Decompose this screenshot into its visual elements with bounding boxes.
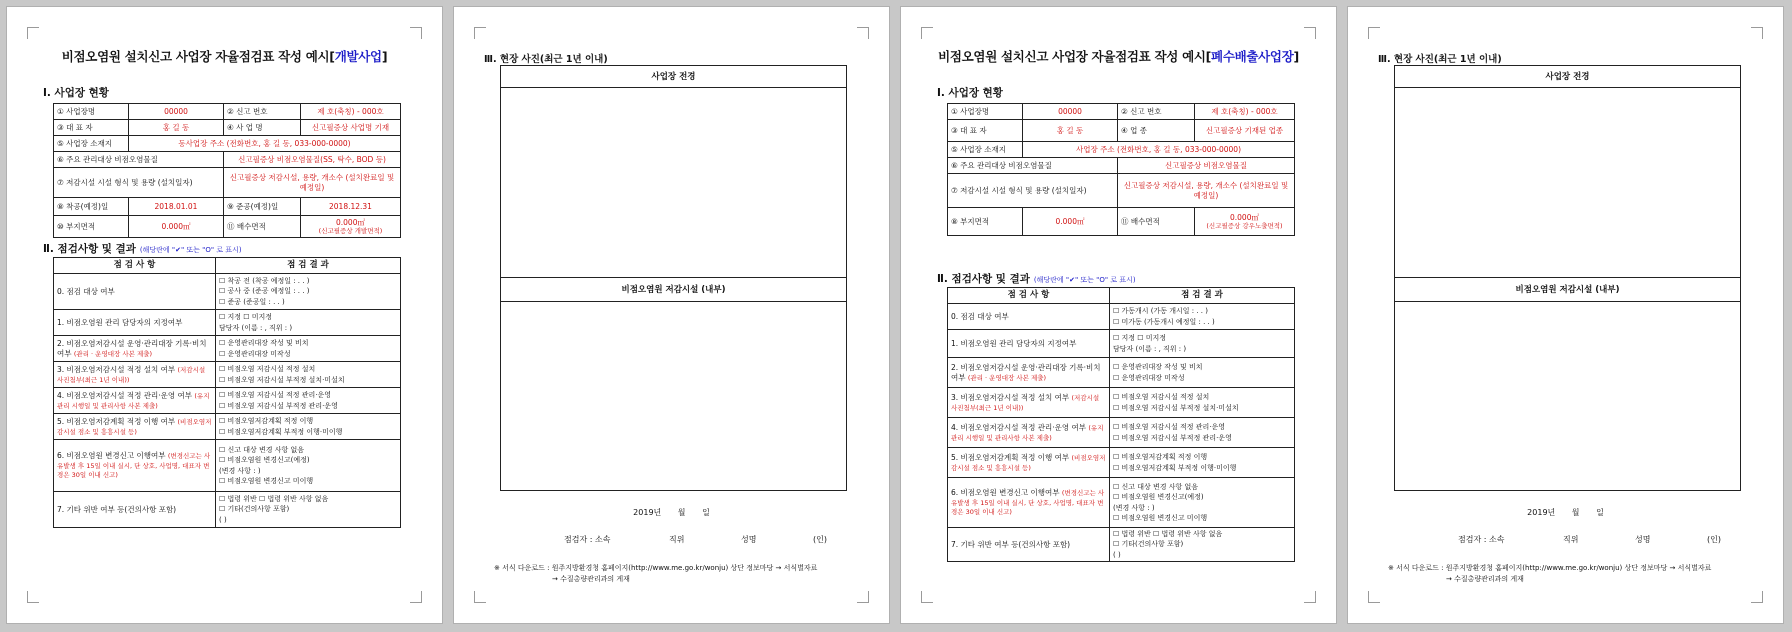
checkbox-option[interactable]: ☐ 비점오염원 변경신고 미이행 [219,476,314,485]
check-item-text: 6. 비점오염원 변경신고 이행여부 [57,451,166,461]
section-heading: Ⅰ. 사업장 현황 [43,87,109,99]
check-result [1110,388,1295,418]
change-field[interactable]: (변경 사항 : ) [219,466,261,475]
section-heading-text: Ⅱ. 점검사항 및 결과 [43,243,136,255]
page-title [7,47,442,65]
label-cell: ⑨ 준공(예정)일 [224,198,301,216]
document-page-2 [453,6,890,624]
section-heading: Ⅲ. 현장 사진(최근 1년 이내) [484,54,608,65]
value-line: (신고필증상 강우노출면적) [1206,222,1283,231]
signature-label: 성명 [1635,535,1651,544]
checkbox-option[interactable]: ☐ 기타(건의사항 포함) [1113,540,1184,549]
crop-mark [410,27,422,39]
label-cell: ③ 대 표 자 [948,120,1023,142]
value-cell: 홍 길 동 [1023,120,1118,142]
document-page-4 [1347,6,1784,624]
value-cell: 2018.01.01 [129,198,224,216]
document-page-1 [6,6,443,624]
signature-label: 직위 [1563,535,1579,544]
crop-mark [1751,591,1763,603]
crop-mark [921,591,933,603]
label-cell: ③ 대 표 자 [54,120,129,136]
title-text: ] [1293,49,1299,64]
label-cell: ① 사업장명 [948,104,1023,120]
footnote-line: → 수질총량관리과의 게재 [552,575,630,584]
check-item: 7. 기타 위반 여부 등(건의사항 포함) [948,528,1110,562]
check-item [948,448,1110,478]
column-header: 점 검 결 과 [1110,288,1295,304]
checkbox-option[interactable]: ☐ 미가동 (가동개시 예정일 : . . ) [1113,317,1215,326]
check-item-text: 2. 비점오염저감시설 운영·관리대장 기록·비치 여부 [951,363,1101,382]
checkbox-option[interactable]: ☐ 비점오염저감계획 부적정 이행·미이행 [1113,463,1237,472]
value-line: 0.000㎡ [1230,212,1259,222]
checkbox-option[interactable]: ☐ 준공 (준공일 : . . ) [219,297,285,306]
check-result [216,336,401,362]
checkbox-option[interactable]: ☐ 비점오염원 변경신고(예정) [219,456,310,465]
crop-mark [27,27,39,39]
manager-field[interactable]: 담당자 (이름 : , 직위 : ) [219,323,293,332]
check-item-note: (변경신고는 사유발생 후 15일 이내 실시, 단 상호, 사업명, 대표자 변경은 30일 이내 신고) [951,489,1105,517]
checkbox-option[interactable]: ☐ 비점오염 저감시설 부적정 설치·미설치 [219,375,345,384]
crop-mark [1368,27,1380,39]
checkbox-option[interactable]: ☐ 비점오염 저감시설 부적정 설치·미설치 [1113,403,1239,412]
label-cell: ⑥ 주요 관리대상 비점오염물질 [948,158,1118,174]
label-cell: ④ 업 종 [1118,120,1195,142]
value-cell: 00000 [1023,104,1118,120]
signature-label: 점검자 : 소속 [1458,535,1505,544]
title-accent: 개발사업 [334,49,382,64]
checkbox-option[interactable]: ☐ 비점오염 저감시설 적정 설치 [219,365,316,374]
value-cell: 신고필증상 비점오염물질 [1118,158,1295,174]
checkbox-option[interactable]: ☐ 공사 중 (준공 예정일 : . . ) [219,287,310,296]
section-heading: Ⅲ. 현장 사진(최근 1년 이내) [1378,54,1502,65]
value-cell: 신고필증상 사업명 기재 [301,120,401,136]
label-cell: ⑩ 부지면적 [54,216,129,238]
label-cell: ⑧ 착공(예정)일 [54,198,129,216]
check-result [1110,358,1295,388]
photo-table [1394,65,1741,491]
check-item [948,418,1110,448]
value-cell [301,216,401,238]
checkbox-option[interactable]: ☐ 비점오염 저감시설 적정 관리·운영 [219,391,332,400]
check-item [54,362,216,388]
label-cell: ① 사업장명 [54,104,129,120]
photo-area[interactable] [501,88,846,278]
check-item-note: (유지관리 시행일 및 관리사항 사본 제출) [951,424,1104,442]
label-cell: ⑪ 배수면적 [1118,208,1195,236]
crop-mark [474,27,486,39]
section-note: (해당란에 "✔" 또는 "O" 로 표시) [139,246,242,254]
checkbox-option[interactable]: ☐ 비점오염저감계획 부적정 이행·미이행 [219,427,343,436]
label-cell: ⑪ 배수면적 [224,216,301,238]
signature-line [564,534,864,545]
checkbox-option[interactable]: ☐ 착공 전 (착공 예정일 : . . ) [219,277,310,286]
check-result [216,414,401,440]
check-item-text: 5. 비점오염저감계획 적정 이행 여부 [951,453,1070,463]
footnote-line: → 수질총량관리과의 게재 [1446,575,1524,584]
check-item [948,478,1110,528]
value-cell: 00000 [129,104,224,120]
signature-line [1458,534,1758,545]
crop-mark [1304,591,1316,603]
crop-mark [1304,27,1316,39]
inspection-table [53,257,401,528]
checkbox-option[interactable]: ☐ 기타(건의사항 포함) [219,505,290,514]
photo-area[interactable] [1395,88,1740,278]
footnote-line: ※ 서식 다운로드 : 원주지방환경청 홈페이지(http://www.me.go.kr/wonju) 상단 정보마당 → 서식별자료 [1388,564,1712,572]
value-cell: 신고필증상 비점오염물질(SS, 탁수, BOD 등) [224,152,401,168]
signature-label: (인) [813,535,827,544]
site-status-table [947,103,1295,236]
value-line: 0.000㎡ [336,217,365,227]
check-item-note: (관리 · 운영대장 사본 제출) [967,373,1047,382]
check-result [216,388,401,414]
value-cell: 0.000㎡ [129,216,224,238]
label-cell: ⑤ 사업장 소재지 [948,142,1023,158]
title-text: 비점오염원 설치신고 사업장 자율점검표 작성 예시[ [938,49,1212,64]
crop-mark [410,591,422,603]
check-result [216,440,401,492]
check-result [1110,448,1295,478]
check-result [216,362,401,388]
value-cell: 2018.12.31 [301,198,401,216]
change-field[interactable]: (변경 사항 : ) [1113,503,1155,512]
label-cell: ⑥ 주요 관리대상 비점오염물질 [54,152,224,168]
checkbox-option[interactable]: ☐ 운영관리대장 미작성 [1113,373,1185,382]
footnote [1388,563,1748,585]
crop-mark [1368,591,1380,603]
check-item-note: (저감시설 사진첨부(최근 1년 이내)) [57,366,206,384]
checkbox-option[interactable]: ☐ 지정 ☐ 미지정 [1113,334,1167,343]
check-result [1110,418,1295,448]
check-result [1110,478,1295,528]
check-item [948,388,1110,418]
checkbox-option[interactable]: ☐ 운영관리대장 작성 및 비치 [219,339,309,348]
check-item [54,414,216,440]
title-text: 비점오염원 설치신고 사업장 자율점검표 작성 예시[ [61,49,335,64]
crop-mark [474,591,486,603]
checkbox-option[interactable]: ☐ 비점오염 저감시설 부적정 관리·운영 [219,401,338,410]
label-cell: ② 신고 번호 [224,104,301,120]
signature-label: 직위 [669,535,685,544]
date-line: 2019년 월 일 [633,508,710,517]
label-cell: ⑧ 부지면적 [948,208,1023,236]
check-item [54,388,216,414]
check-item [54,440,216,492]
label-cell: ② 신고 번호 [1118,104,1195,120]
check-item-note: (저감시설 사진첨부(최근 1년 이내)) [951,394,1100,412]
checkbox-option[interactable]: ☐ 비점오염 저감시설 부적정 관리·운영 [1113,433,1232,442]
checkbox-option[interactable]: ☐ 비점오염 저감시설 적정 설치 [1113,393,1210,402]
check-result [1110,304,1295,330]
checkbox-option[interactable]: ☐ 신고 대상 변경 사항 없음 [219,446,305,455]
comment-field[interactable]: ( ) [1113,550,1121,559]
section-heading-text: Ⅱ. 점검사항 및 결과 [937,273,1030,285]
label-cell: ④ 사 업 명 [224,120,301,136]
check-item: 0. 점검 대상 여부 [948,304,1110,330]
label-cell: ⑤ 사업장 소재지 [54,136,129,152]
check-item: 1. 비점오염원 관리 담당자의 지정여부 [948,330,1110,358]
photo-header: 비점오염원 저감시설 (내부) [1395,278,1740,302]
check-item-text: 5. 비점오염저감계획 적정 이행 여부 [57,417,176,427]
title-text: ] [381,49,388,64]
section-heading [43,241,242,256]
document-page-3 [900,6,1337,624]
check-item-text: 3. 비점오염저감시설 적정 설치 여부 [57,365,176,375]
check-item [54,336,216,362]
checkbox-option[interactable]: ☐ 비점오염저감계획 적정 이행 [219,417,314,426]
checkbox-option[interactable]: ☐ 비점오염원 변경신고 미이행 [1113,513,1208,522]
column-header: 점 검 사 항 [948,288,1110,304]
value-cell [1195,208,1295,236]
section-heading: Ⅰ. 사업장 현황 [937,87,1003,99]
check-result [216,492,401,528]
checkbox-option[interactable]: ☐ 비점오염원 변경신고(예정) [1113,493,1204,502]
check-result [216,310,401,336]
column-header: 점 검 사 항 [54,258,216,274]
checkbox-option[interactable]: ☐ 운영관리대장 미작성 [219,349,291,358]
checkbox-option[interactable]: ☐ 법령 위반 ☐ 법령 위반 사항 없음 [1113,530,1223,539]
checkbox-option[interactable]: ☐ 비점오염저감계획 적정 이행 [1113,453,1208,462]
signature-label: 점검자 : 소속 [564,535,611,544]
date-line: 2019년 월 일 [1527,508,1604,517]
checkbox-option[interactable]: ☐ 운영관리대장 작성 및 비치 [1113,363,1203,372]
inspection-table [947,287,1295,562]
value-cell: 0.000㎡ [1023,208,1118,236]
crop-mark [857,591,869,603]
check-result [1110,528,1295,562]
check-item-note: (관리 · 운영대장 사본 제출) [73,349,153,358]
column-header: 점 검 결 과 [216,258,401,274]
section-heading [937,271,1136,286]
site-status-table [53,103,401,238]
check-item-note: (변경신고는 사유발생 후 15일 이내 실시, 단 상호, 사업명, 대표자 변경은 30일 이내 신고) [57,452,211,480]
value-cell: 신고필증상 기재된 업종 [1195,120,1295,142]
footnote-line: ※ 서식 다운로드 : 원주지방환경청 홈페이지(http://www.me.go.kr/wonju) 상단 정보마당 → 서식별자료 [494,564,818,572]
check-item: 7. 기타 위반 여부 등(건의사항 포함) [54,492,216,528]
value-cell: 제 호(축칭) - 000호 [301,104,401,120]
value-cell: 신고필증상 저감시설, 용량, 개소수 (설치완료일 및 예정일) [224,168,401,198]
check-item [948,358,1110,388]
value-cell: 홍 길 동 [129,120,224,136]
check-result [216,274,401,310]
crop-mark [921,27,933,39]
signature-label: (인) [1707,535,1721,544]
checkbox-option[interactable]: ☐ 신고 대상 변경 사항 없음 [1113,483,1199,492]
check-result [1110,330,1295,358]
manager-field[interactable]: 담당자 (이름 : , 직위 : ) [1113,344,1187,353]
photo-table [500,65,847,491]
check-item: 1. 비점오염원 관리 담당자의 지정여부 [54,310,216,336]
check-item-note: (유지관리 시행일 및 관리사항 사본 제출) [57,392,210,410]
checkbox-option[interactable]: ☐ 가동개시 (가동 개시일 : . . ) [1113,307,1208,316]
photo-header: 비점오염원 저감시설 (내부) [501,278,846,302]
comment-field[interactable]: ( ) [219,515,227,524]
checkbox-option[interactable]: ☐ 법령 위반 ☐ 법령 위반 사항 없음 [219,495,329,504]
check-item-note: (비점오염저감시설 점소 및 흥흥시설 등) [57,418,212,436]
page-title [901,47,1336,65]
label-cell: ⑦ 저감시설 시설 형식 및 용량 (설치일자) [54,168,224,198]
check-item-text: 2. 비점오염저감시설 운영·관리대장 기록·비치 여부 [57,339,207,358]
title-accent: 폐수배출사업장 [1211,49,1294,64]
check-item-text: 3. 비점오염저감시설 적정 설치 여부 [951,393,1070,403]
checkbox-option[interactable]: ☐ 비점오염 저감시설 적정 관리·운영 [1113,423,1226,432]
footnote [494,563,854,585]
value-line: (신고필증상 개발면적) [318,227,383,236]
value-cell: 신고필증상 저감시설, 용량, 개소수 (설치완료일 및 예정일) [1118,174,1295,208]
checkbox-option[interactable]: ☐ 지정 ☐ 미지정 [219,313,273,322]
value-cell: 동사업장 주소 (전화번호, 홍 길 동, 033-000-0000) [129,136,401,152]
crop-mark [1751,27,1763,39]
check-item: 0. 점검 대상 여부 [54,274,216,310]
check-item-note: (비점오염저감시설 점소 및 흥흥시설 등) [951,454,1106,472]
value-cell: 사업장 주소 (전화번호, 홍 길 동, 033-000-0000) [1023,142,1295,158]
label-cell: ⑦ 저감시설 시설 형식 및 용량 (설치일자) [948,174,1118,208]
check-item-text: 4. 비점오염저감시설 적정 관리·운영 여부 [951,423,1086,433]
crop-mark [857,27,869,39]
photo-header: 사업장 전경 [501,66,846,88]
check-item-text: 6. 비점오염원 변경신고 이행여부 [951,488,1060,498]
section-note: (해당란에 "✔" 또는 "O" 로 표시) [1033,276,1136,284]
signature-label: 성명 [741,535,757,544]
value-cell: 제 호(축칭) - 000호 [1195,104,1295,120]
crop-mark [27,591,39,603]
photo-header: 사업장 전경 [1395,66,1740,88]
check-item-text: 4. 비점오염저감시설 적정 관리·운영 여부 [57,391,192,401]
